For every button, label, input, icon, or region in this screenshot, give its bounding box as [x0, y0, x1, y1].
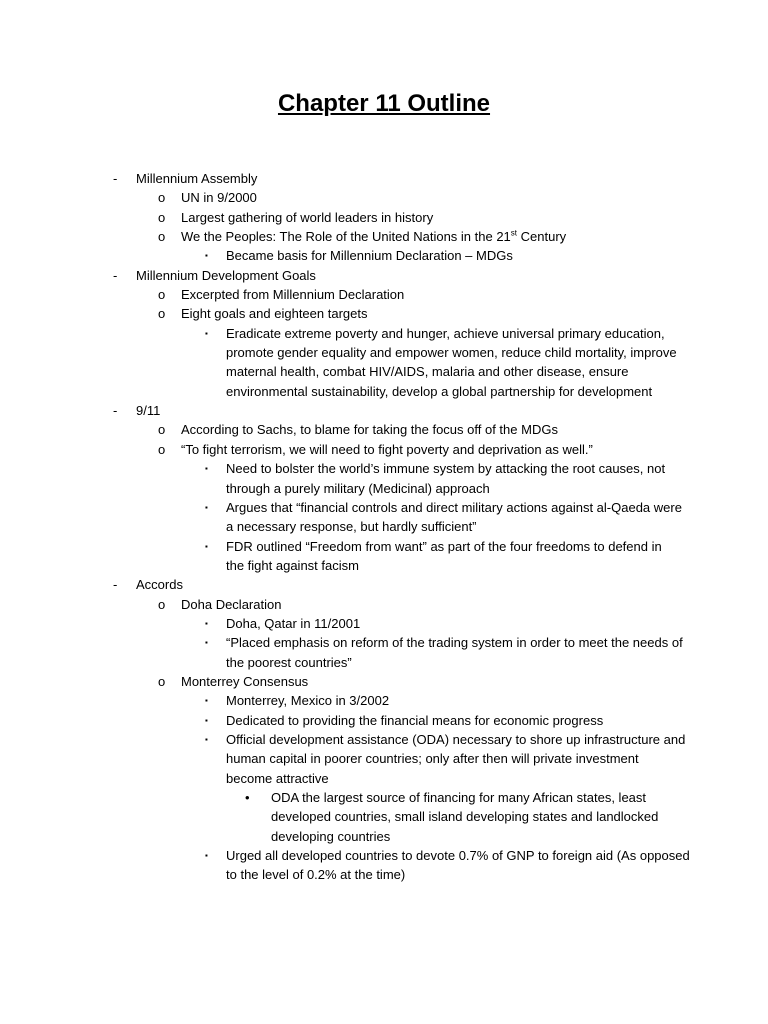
bullet-marker: ▪	[205, 734, 208, 744]
bullet-marker: ▪	[205, 502, 208, 512]
outline-text: UN in 9/2000	[181, 190, 257, 206]
bullet-marker: o	[158, 190, 166, 206]
outline-text: Eradicate extreme poverty and hunger, achieve universal primary education,	[226, 325, 665, 341]
bullet-marker: -	[113, 267, 118, 283]
page-title: Chapter 11 Outline	[277, 90, 491, 117]
bullet-marker: ▪	[205, 696, 208, 706]
bullet-marker: ▪	[205, 541, 208, 551]
outline-text: Argues that “financial controls and direct military actions against al-Qaeda were	[226, 499, 682, 515]
outline-line	[0, 614, 768, 633]
outline-line	[0, 459, 768, 478]
bullet-marker: o	[158, 306, 166, 322]
outline-line	[0, 420, 768, 439]
outline-text: Need to bolster the world’s immune system by attacking the root causes, not	[226, 461, 666, 477]
outline-text: Millennium Development Goals	[136, 267, 316, 283]
outline-text: developed countries, small island developing states and landlocked	[271, 809, 659, 825]
outline-text: a necessary response, but hardly sufficient”	[226, 519, 477, 535]
outline-text: Became basis for Millennium Declaration – MDGs	[226, 248, 513, 264]
outline-line	[0, 382, 768, 401]
outline-line	[0, 440, 768, 459]
outline-line	[0, 479, 768, 498]
outline-text: Excerpted from Millennium Declaration	[181, 287, 405, 303]
outline-text: FDR outlined “Freedom from want” as part of the four freedoms to defend in	[226, 538, 662, 554]
outline-line	[0, 769, 768, 788]
outline-text: Urged all developed countries to devote 0.7% of GNP to foreign aid (As opposed	[226, 848, 690, 864]
outline-line	[0, 672, 768, 691]
outline-text: 9/11	[136, 403, 161, 419]
bullet-marker: o	[158, 209, 166, 225]
bullet-marker: ▪	[205, 638, 208, 648]
outline-text: Official development assistance (ODA) necessary to shore up infrastructure and	[226, 731, 686, 747]
bullet-marker: -	[113, 171, 118, 186]
outline-line	[0, 343, 768, 362]
outline-text: We the Peoples: The Role of the United Nations in the 21st Century	[181, 228, 567, 245]
outline-text: Accords	[136, 577, 183, 593]
outline-text: Largest gathering of world leaders in history	[181, 209, 434, 225]
outline-line	[0, 324, 768, 343]
bullet-marker: ▪	[205, 464, 208, 474]
outline-line	[0, 227, 768, 246]
outline-line	[0, 169, 768, 188]
outline-text: “Placed emphasis on reform of the trading system in order to meet the needs of	[226, 635, 683, 651]
outline-text: environmental sustainability, develop a global partnership for development	[226, 383, 653, 399]
bullet-marker: -	[113, 403, 118, 419]
outline-text: maternal health, combat HIV/AIDS, malaria and other disease, ensure	[226, 364, 629, 380]
outline-line	[0, 304, 768, 323]
outline-list	[0, 169, 768, 885]
outline-line	[0, 537, 768, 556]
bullet-marker: ▪	[205, 851, 208, 861]
outline-text: Doha Declaration	[181, 596, 282, 612]
outline-text: the poorest countries”	[226, 654, 352, 670]
outline-text: Doha, Qatar in 11/2001	[226, 615, 361, 631]
outline-text: promote gender equality and empower women, reduce child mortality, improve	[226, 345, 677, 361]
outline-text: Monterrey, Mexico in 3/2002	[226, 693, 390, 709]
outline-line	[0, 730, 768, 749]
outline-line	[0, 498, 768, 517]
bullet-marker: o	[158, 596, 166, 612]
bullet-marker: ▪	[205, 328, 208, 338]
outline-text: According to Sachs, to blame for taking the focus off of the MDGs	[181, 422, 558, 438]
superscript: st	[510, 228, 518, 238]
bullet-marker: o	[158, 441, 166, 457]
outline-line	[0, 188, 768, 207]
outline-line	[0, 788, 768, 807]
bullet-marker: o	[158, 229, 166, 245]
outline-line	[0, 517, 768, 536]
outline-text: Millennium Assembly	[136, 171, 258, 186]
outline-line	[0, 691, 768, 710]
outline-text: developing countries	[271, 828, 391, 844]
outline-text: “To fight terrorism, we will need to fight poverty and deprivation as well.”	[181, 441, 593, 457]
outline-line	[0, 595, 768, 614]
outline-text: through a purely military (Medicinal) approach	[226, 480, 490, 496]
outline-line	[0, 208, 768, 227]
outline-line	[0, 556, 768, 575]
outline-text: to the level of 0.2% at the time)	[226, 867, 406, 883]
outline-text: human capital in poorer countries; only after then will private investment	[226, 751, 639, 767]
bullet-marker: ▪	[205, 715, 208, 725]
bullet-marker: ▪	[205, 251, 208, 261]
outline-line	[0, 653, 768, 672]
outline-line	[0, 285, 768, 304]
outline-line	[0, 246, 768, 265]
outline-text: Eight goals and eighteen targets	[181, 306, 368, 322]
outline-text: become attractive	[226, 770, 329, 786]
outline-line	[0, 807, 768, 826]
outline-line	[0, 711, 768, 730]
outline-line	[0, 266, 768, 285]
bullet-marker: ▪	[205, 618, 208, 628]
outline-text: Monterrey Consensus	[181, 673, 309, 689]
outline-text: ODA the largest source of financing for many African states, least	[271, 790, 647, 805]
bullet-marker: -	[113, 577, 118, 593]
outline-line	[0, 401, 768, 420]
outline-text: the fight against facism	[226, 557, 359, 573]
outline-line	[0, 827, 768, 846]
outline-line	[0, 865, 768, 884]
outline-line	[0, 846, 768, 865]
bullet-marker: o	[158, 673, 166, 689]
outline-line	[0, 362, 768, 381]
outline-line	[0, 575, 768, 594]
bullet-marker: o	[158, 422, 166, 438]
outline-line	[0, 749, 768, 768]
outline-text: Dedicated to providing the financial means for economic progress	[226, 712, 604, 728]
bullet-marker: •	[245, 790, 250, 805]
bullet-marker: o	[158, 287, 166, 303]
outline-line	[0, 633, 768, 652]
